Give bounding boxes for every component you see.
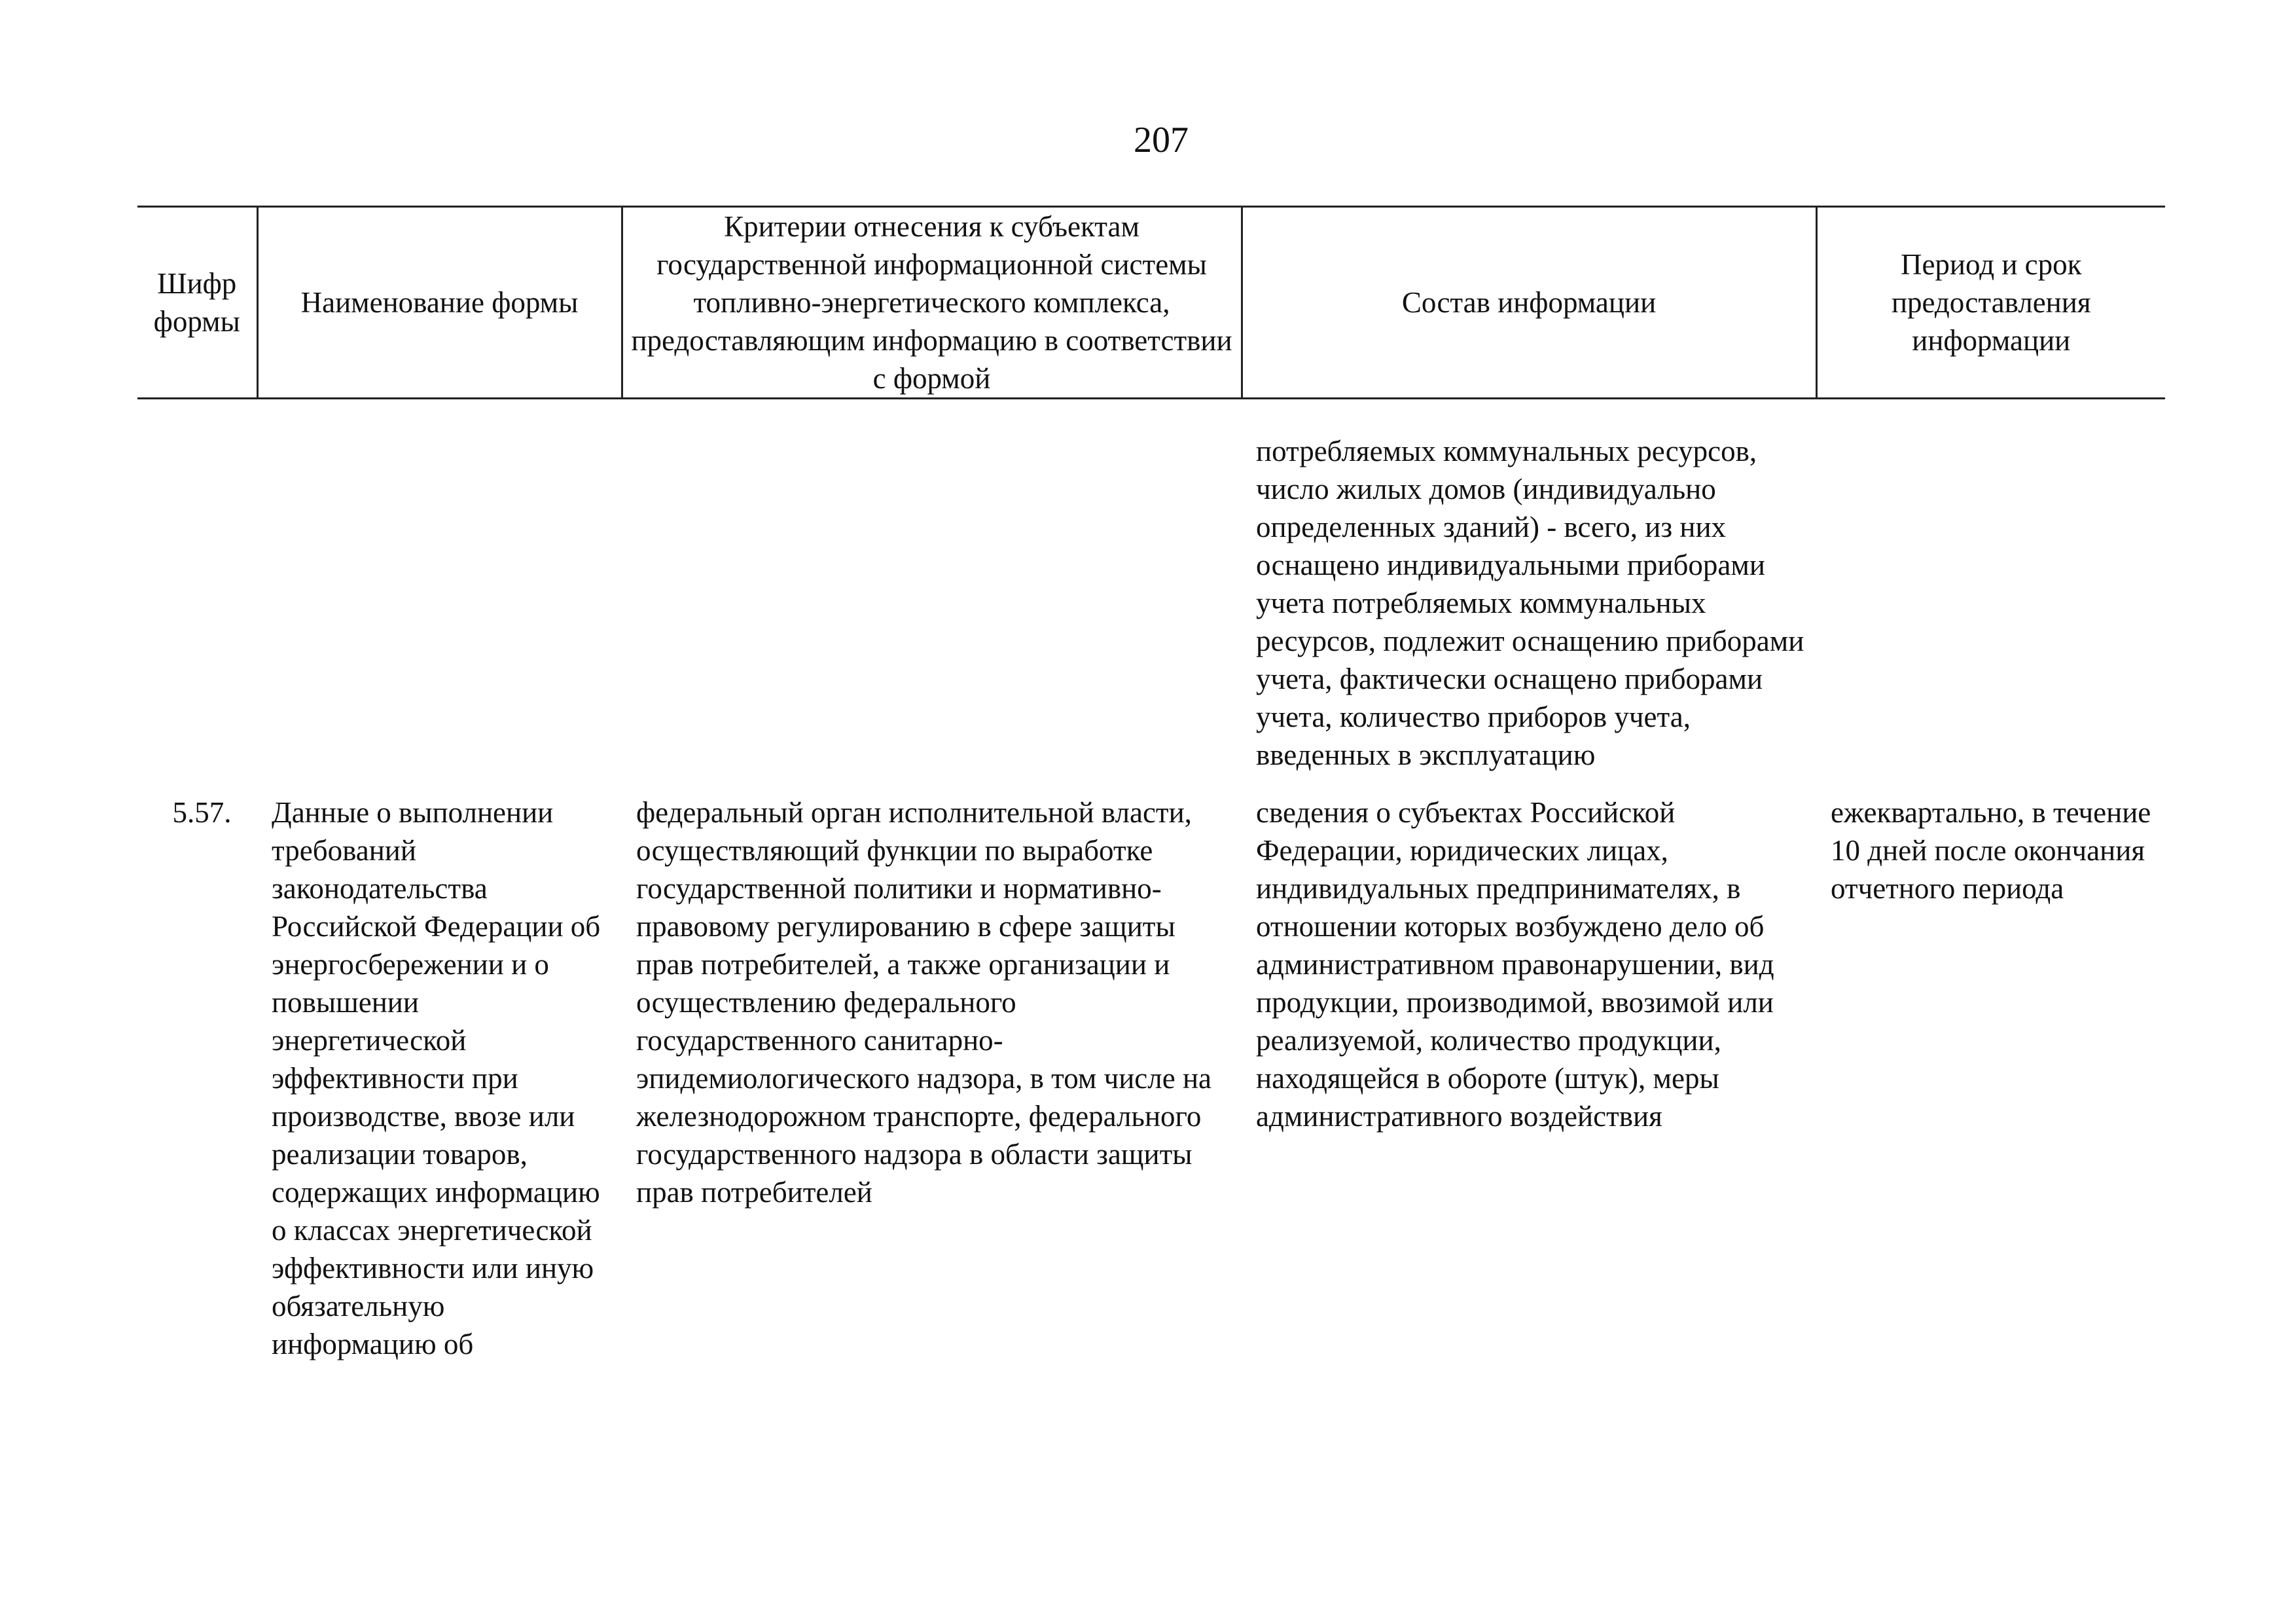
header-row (137, 207, 2165, 399)
continuation-row (137, 399, 2165, 788)
continuation-code-cell (137, 399, 257, 788)
continuation-criteria-cell (622, 399, 1242, 788)
table-header (137, 207, 2165, 399)
table-row (137, 787, 2165, 1363)
continuation-info-cell: потребляемых коммунальных ресурсов, число жилых домов (индивидуально определенных зданий) - всего, из них оснащено индивидуальными приборами учета потребляемых коммунальных ресурсов, подлежит оснащению приборами учета, фактически оснащено приборами учета, количество приборов учета, введенных в эксплуатацию (1256, 435, 1804, 771)
form-name: Данные о выполнении требований законодательства Российской Федерации об энергосбережении и о повышении энергетической эффективности при производстве, ввозе или реализации товаров, содержащих информацию о классах энергетической эффективности или иную обязательную информацию об (272, 796, 601, 1360)
form-code: 5.57. (172, 796, 232, 829)
header-code: Шифр формы (137, 207, 257, 399)
form-info-composition: сведения о субъектах Российской Федерации, юридических лицах, индивидуальных предпринимателях, в отношении которых возбуждено дело об административном правонарушении, вид продукции, производимой, ввозимой или реализуемой, количество продукции, находящейся в обороте (штук), меры административного воздействия (1256, 796, 1774, 1133)
continuation-period-cell (1816, 399, 2165, 788)
header-criteria: Критерии отнесения к субъектам государственной информационной системы топливно-энергетического комплекса, предоставляющим информацию в соответствии с формой (622, 207, 1242, 399)
forms-table (137, 206, 2165, 1363)
form-period: ежеквартально, в течение 10 дней после окончания отчетного периода (1831, 796, 2151, 905)
table-body (137, 399, 2165, 1364)
header-period: Период и срок предоставления информации (1816, 207, 2165, 399)
header-info-composition: Состав информации (1242, 207, 1816, 399)
continuation-name-cell (257, 399, 622, 788)
header-form-name: Наименование формы (257, 207, 622, 399)
page-number: 207 (1134, 120, 1189, 160)
form-criteria: федеральный орган исполнительной власти, осуществляющий функции по выработке государственной политики и нормативно-правовому регулированию в сфере защиты прав потребителей, а также организации и осуществлению федерального государственного санитарно-эпидемиологического надзора, в том числе на железнодорожном транспорте, федерального государственного надзора в области защиты прав потребителей (636, 796, 1212, 1209)
